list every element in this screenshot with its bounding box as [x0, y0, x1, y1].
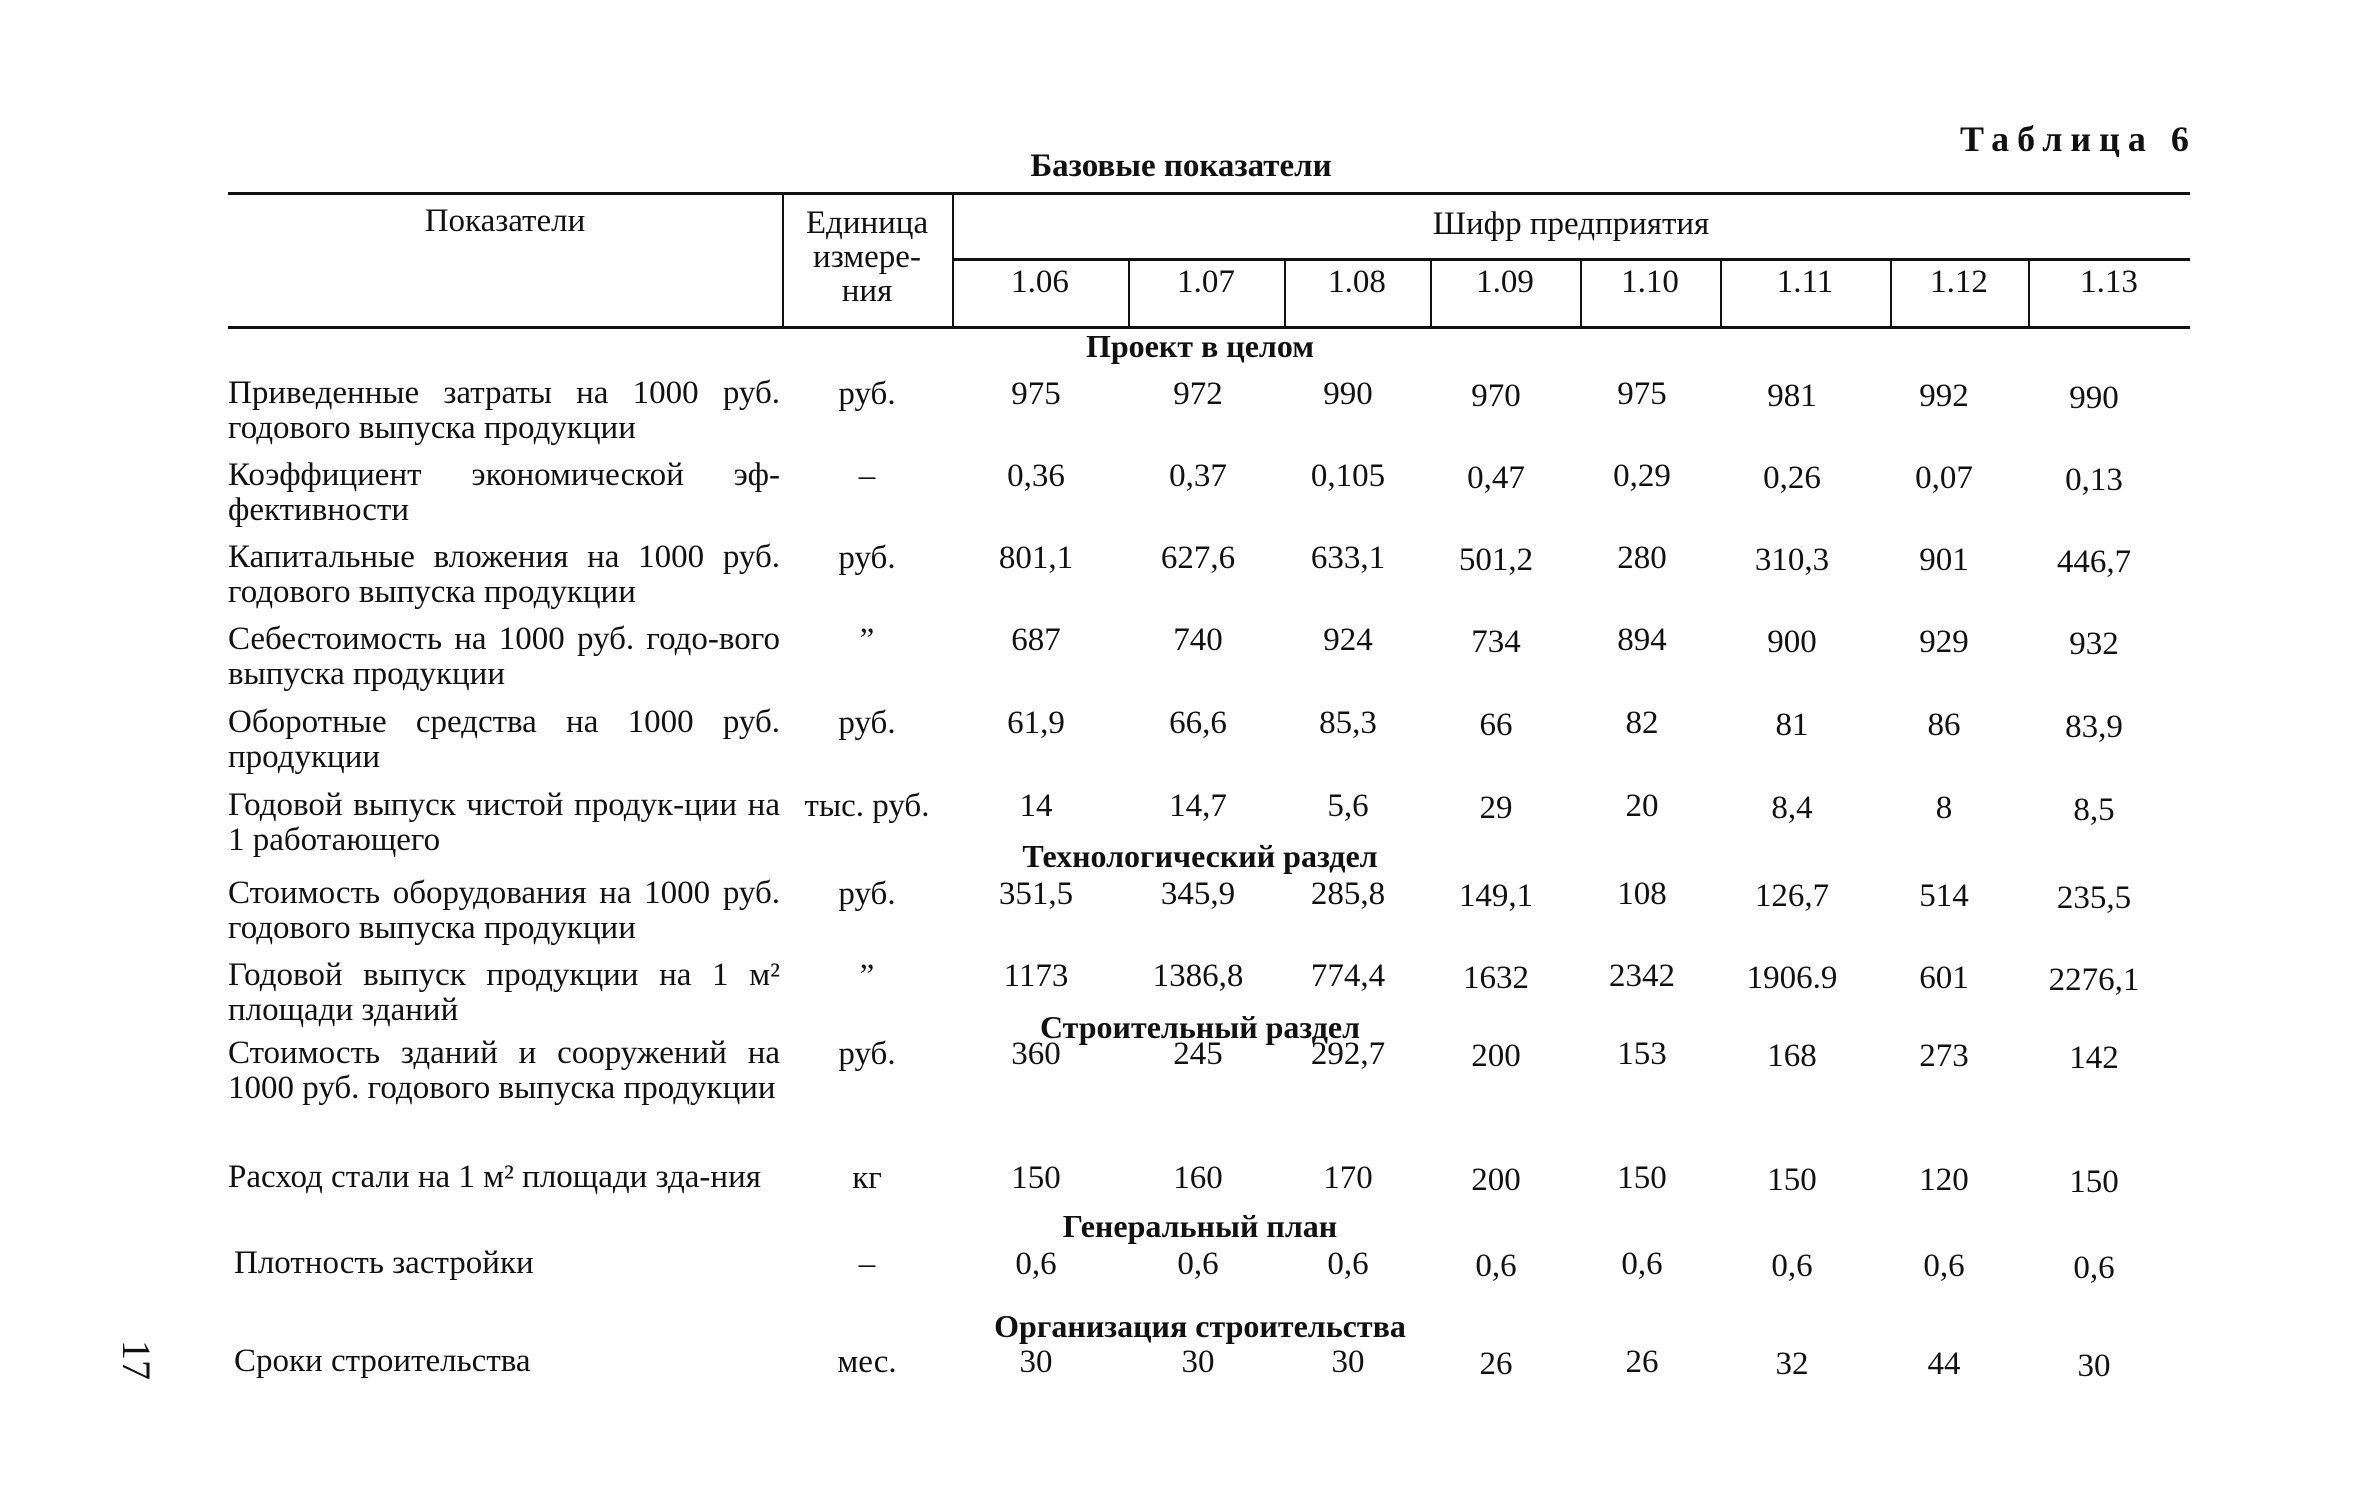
- table-cell: 1632: [1463, 960, 1529, 996]
- table-cell: 774,4: [1310, 958, 1386, 994]
- table-cell: 30: [1181, 1344, 1215, 1380]
- column-code: 1.11: [1776, 264, 1834, 300]
- section-heading: Проект в целом: [1085, 328, 1315, 364]
- table-cell: 0,6: [1771, 1248, 1813, 1284]
- header-unit: Единица измере- ния: [805, 205, 929, 309]
- table-cell: 81: [1775, 707, 1809, 743]
- table-cell: 8: [1935, 790, 1953, 826]
- table-cell: 0,105: [1310, 458, 1386, 494]
- table-cell: 108: [1617, 876, 1667, 912]
- header-mid-rule: [952, 258, 2190, 261]
- row-indicator-name: Сроки строительства: [234, 1343, 531, 1379]
- table-cell: 83,9: [2065, 709, 2123, 745]
- table-cell: 0,37: [1169, 458, 1227, 494]
- header-divider: [782, 194, 784, 326]
- table-cell: 2276,1: [2048, 962, 2140, 998]
- table-cell: 990: [1323, 376, 1373, 412]
- row-unit: –: [858, 458, 876, 494]
- table-cell: 245: [1173, 1036, 1223, 1072]
- table-cell: 734: [1471, 624, 1521, 660]
- row-indicator-name: Оборотные средства на 1000 руб. продукции: [228, 704, 780, 775]
- table-cell: 924: [1323, 622, 1373, 658]
- row-indicator-name: Годовой выпуск продукции на 1 м² площади зданий: [228, 957, 780, 1028]
- table-cell: 120: [1919, 1162, 1969, 1198]
- table-cell: 150: [1011, 1160, 1061, 1196]
- table-cell: 990: [2069, 380, 2119, 416]
- table-cell: 170: [1323, 1160, 1373, 1196]
- table-cell: 360: [1011, 1036, 1061, 1072]
- table-cell: 142: [2069, 1040, 2119, 1076]
- table-cell: 900: [1767, 624, 1817, 660]
- table-cell: 168: [1767, 1038, 1817, 1074]
- header-divider: [1430, 260, 1432, 326]
- row-unit: руб.: [838, 876, 896, 912]
- table-cell: 0,47: [1467, 460, 1525, 496]
- table-cell: 932: [2069, 626, 2119, 662]
- table-cell: 975: [1011, 376, 1061, 412]
- column-code: 1.09: [1476, 264, 1534, 300]
- table-cell: 153: [1617, 1036, 1667, 1072]
- table-cell: 150: [2069, 1164, 2119, 1200]
- table-cell: 200: [1471, 1162, 1521, 1198]
- table-cell: 0,07: [1915, 460, 1973, 496]
- table-title: Базовые показатели: [1030, 148, 1332, 184]
- table-cell: 61,9: [1007, 705, 1065, 741]
- table-cell: 687: [1011, 622, 1061, 658]
- row-unit: руб.: [838, 1036, 896, 1072]
- section-heading: Генеральный план: [1062, 1208, 1338, 1244]
- table-cell: 150: [1767, 1162, 1817, 1198]
- table-cell: 0,6: [1923, 1248, 1965, 1284]
- table-cell: 894: [1617, 622, 1667, 658]
- table-cell: 32: [1775, 1346, 1809, 1382]
- column-code: 1.13: [2080, 264, 2138, 300]
- table-cell: 901: [1919, 542, 1969, 578]
- row-indicator-name: Себестоимость на 1000 руб. годо-вого выпуска продукции: [228, 621, 780, 692]
- table-cell: 20: [1625, 788, 1659, 824]
- table-cell: 2342: [1609, 958, 1675, 994]
- section-heading: Строительный раздел: [1039, 1009, 1361, 1045]
- table-cell: 66,6: [1169, 705, 1227, 741]
- table-cell: 1173: [1003, 958, 1069, 994]
- column-code: 1.07: [1177, 264, 1235, 300]
- row-unit: мес.: [837, 1344, 897, 1380]
- table-cell: 5,6: [1327, 788, 1369, 824]
- row-unit: ”: [859, 622, 875, 658]
- table-cell: 310,3: [1754, 542, 1830, 578]
- header-top-rule: [228, 192, 2190, 195]
- table-cell: 970: [1471, 378, 1521, 414]
- table-cell: 972: [1173, 376, 1223, 412]
- column-code: 1.06: [1011, 264, 1069, 300]
- header-divider: [1128, 260, 1130, 326]
- table-cell: 1906.9: [1746, 960, 1838, 996]
- table-cell: 280: [1617, 540, 1667, 576]
- table-cell: 150: [1617, 1160, 1667, 1196]
- table-cell: 82: [1625, 705, 1659, 741]
- row-indicator-name: Коэффициент экономической эф-фективности: [228, 457, 780, 528]
- row-unit: руб.: [838, 705, 896, 741]
- table-cell: 30: [1331, 1344, 1365, 1380]
- row-unit: руб.: [838, 540, 896, 576]
- row-unit: руб.: [838, 376, 896, 412]
- table-cell: 601: [1919, 960, 1969, 996]
- table-cell: 26: [1479, 1346, 1513, 1382]
- page-number: 17: [114, 1340, 159, 1380]
- table-cell: 0,6: [2073, 1250, 2115, 1286]
- table-cell: 149,1: [1458, 878, 1534, 914]
- section-heading: Технологический раздел: [1022, 838, 1378, 874]
- table-cell: 235,5: [2056, 880, 2132, 916]
- row-unit: кг: [852, 1160, 882, 1196]
- row-indicator-name: Плотность застройки: [234, 1245, 534, 1281]
- table-cell: 345,9: [1160, 876, 1236, 912]
- table-cell: 14: [1019, 788, 1053, 824]
- table-cell: 85,3: [1319, 705, 1377, 741]
- table-cell: 200: [1471, 1038, 1521, 1074]
- table-cell: 14,7: [1169, 788, 1227, 824]
- table-cell: 8,5: [2073, 792, 2115, 828]
- row-indicator-name: Приведенные затраты на 1000 руб. годового выпуска продукции: [228, 375, 780, 446]
- table-cell: 801,1: [998, 540, 1074, 576]
- table-cell: 44: [1927, 1346, 1961, 1382]
- table-cell: 160: [1173, 1160, 1223, 1196]
- table-cell: 501,2: [1458, 542, 1534, 578]
- table-cell: 30: [2077, 1348, 2111, 1384]
- row-indicator-name: Стоимость оборудования на 1000 руб. годового выпуска продукции: [228, 875, 780, 946]
- row-indicator-name: Стоимость зданий и сооружений на 1000 руб. годового выпуска продукции: [228, 1035, 780, 1106]
- row-unit: тыс. руб.: [804, 788, 930, 824]
- table-cell: 30: [1019, 1344, 1053, 1380]
- table-cell: 0,6: [1621, 1246, 1663, 1282]
- header-divider: [1720, 260, 1722, 326]
- table-cell: 0,29: [1613, 458, 1671, 494]
- row-unit: –: [858, 1246, 876, 1282]
- section-heading: Организация строительства: [994, 1308, 1406, 1344]
- column-code: 1.10: [1621, 264, 1679, 300]
- table-cell: 446,7: [2056, 544, 2132, 580]
- row-indicator-name: Капитальные вложения на 1000 руб. годового выпуска продукции: [228, 539, 780, 610]
- table-cell: 126,7: [1754, 878, 1830, 914]
- table-cell: 273: [1919, 1038, 1969, 1074]
- table-cell: 0,26: [1763, 460, 1821, 496]
- table-cell: 633,1: [1310, 540, 1386, 576]
- table-cell: 86: [1927, 707, 1961, 743]
- table-cell: 992: [1919, 378, 1969, 414]
- table-cell: 0,13: [2065, 462, 2123, 498]
- table-label: Таблица 6: [1960, 119, 2197, 159]
- column-code: 1.12: [1930, 264, 1988, 300]
- table-cell: 981: [1767, 378, 1817, 414]
- row-indicator-name: Годовой выпуск чистой продук-ции на 1 работающего: [228, 787, 780, 858]
- table-cell: 627,6: [1160, 540, 1236, 576]
- table-cell: 351,5: [998, 876, 1074, 912]
- table-cell: 0,6: [1177, 1246, 1219, 1282]
- table-cell: 0,6: [1015, 1246, 1057, 1282]
- row-unit: ”: [859, 958, 875, 994]
- table-cell: 292,7: [1310, 1036, 1386, 1072]
- column-code: 1.08: [1328, 264, 1386, 300]
- table-cell: 514: [1919, 878, 1969, 914]
- table-cell: 1386,8: [1152, 958, 1244, 994]
- table-cell: 29: [1479, 790, 1513, 826]
- table-cell: 0,6: [1475, 1248, 1517, 1284]
- table-cell: 0,6: [1327, 1246, 1369, 1282]
- table-cell: 929: [1919, 624, 1969, 660]
- table-cell: 740: [1173, 622, 1223, 658]
- table-cell: 8,4: [1771, 790, 1813, 826]
- table-cell: 26: [1625, 1344, 1659, 1380]
- table-cell: 66: [1479, 707, 1513, 743]
- header-code: Шифр предприятия: [1432, 206, 1710, 242]
- table-cell: 975: [1617, 376, 1667, 412]
- row-indicator-name: Расход стали на 1 м² площади зда-ния: [228, 1159, 761, 1195]
- table-cell: 0,36: [1007, 458, 1065, 494]
- table-cell: 285,8: [1310, 876, 1386, 912]
- header-divider: [1284, 260, 1286, 326]
- header-indicator: Показатели: [424, 203, 586, 239]
